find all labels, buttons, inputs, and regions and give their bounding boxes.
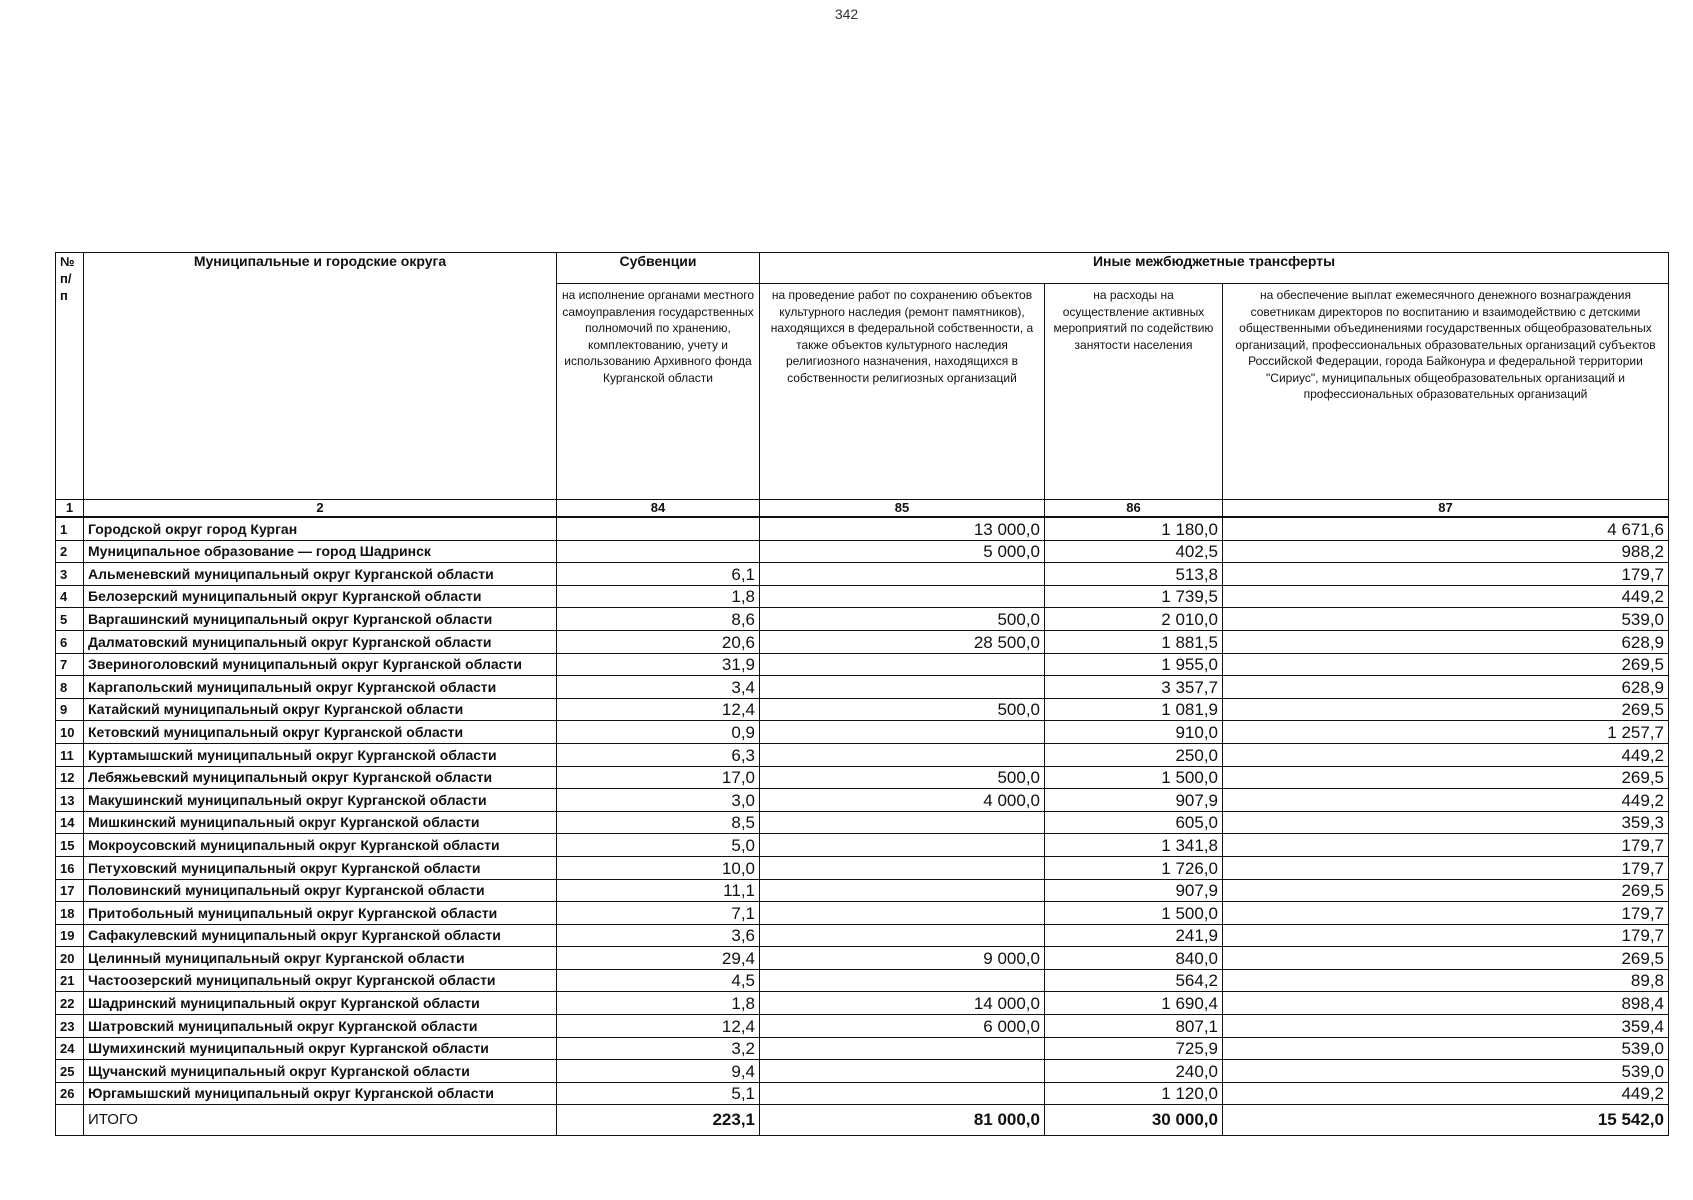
value-col86: 1 690,4	[1045, 992, 1223, 1015]
table-row	[56, 676, 1669, 699]
table-row	[56, 721, 1669, 744]
value-col87: 179,7	[1223, 856, 1669, 879]
district-name: Притобольный муниципальный округ Курганской области	[84, 902, 557, 925]
district-name: Мокроусовский муниципальный округ Курганской области	[84, 834, 557, 857]
value-col87: 628,9	[1223, 630, 1669, 653]
row-number: 4	[56, 585, 84, 608]
value-col87: 269,5	[1223, 653, 1669, 676]
value-col87: 449,2	[1223, 1082, 1669, 1105]
value-col86: 725,9	[1045, 1037, 1223, 1060]
value-col85: 9 000,0	[760, 947, 1045, 970]
district-name: Сафакулевский муниципальный округ Курганской области	[84, 924, 557, 947]
value-col86: 250,0	[1045, 743, 1223, 766]
district-name: Половинский муниципальный округ Курганской области	[84, 879, 557, 902]
value-col84: 0,9	[557, 721, 760, 744]
table-row	[56, 1037, 1669, 1060]
value-col84: 29,4	[557, 947, 760, 970]
value-col85	[760, 653, 1045, 676]
header-col85-desc: на проведение работ по сохранению объектов культурного наследия (ремонт памятников), находящихся в федеральной собственности, а также объектов культурного наследия религиозного назначения, находящихся в собственности религиозных организаций	[760, 284, 1045, 500]
value-col87: 179,7	[1223, 563, 1669, 586]
row-number: 5	[56, 608, 84, 631]
value-col86: 1 955,0	[1045, 653, 1223, 676]
value-col84: 5,0	[557, 834, 760, 857]
table-row	[56, 856, 1669, 879]
row-number: 24	[56, 1037, 84, 1060]
row-number: 19	[56, 924, 84, 947]
value-col85	[760, 969, 1045, 992]
page-number: 342	[834, 6, 859, 22]
row-number: 21	[56, 969, 84, 992]
value-col87: 89,8	[1223, 969, 1669, 992]
district-name: Альменевский муниципальный округ Курганской области	[84, 563, 557, 586]
value-col87: 898,4	[1223, 992, 1669, 1015]
table-row	[56, 653, 1669, 676]
value-col85	[760, 879, 1045, 902]
value-col86: 2 010,0	[1045, 608, 1223, 631]
value-col85: 4 000,0	[760, 789, 1045, 812]
row-number: 2	[56, 540, 84, 563]
district-name: Каргапольский муниципальный округ Курганской области	[84, 676, 557, 699]
value-col85: 500,0	[760, 766, 1045, 789]
value-col85	[760, 856, 1045, 879]
value-col86: 605,0	[1045, 811, 1223, 834]
value-col86: 1 739,5	[1045, 585, 1223, 608]
table-row	[56, 811, 1669, 834]
value-col84: 10,0	[557, 856, 760, 879]
district-name: Белозерский муниципальный округ Курганской области	[84, 585, 557, 608]
value-col85	[760, 585, 1045, 608]
value-col84: 3,0	[557, 789, 760, 812]
value-col86: 1 120,0	[1045, 1082, 1223, 1105]
row-number: 20	[56, 947, 84, 970]
table-row	[56, 563, 1669, 586]
district-name: Шадринский муниципальный округ Курганской области	[84, 992, 557, 1015]
value-col86: 402,5	[1045, 540, 1223, 563]
row-number: 13	[56, 789, 84, 812]
value-col86: 840,0	[1045, 947, 1223, 970]
district-name: Макушинский муниципальный округ Курганской области	[84, 789, 557, 812]
district-name: Муниципальное образование — город Шадринск	[84, 540, 557, 563]
value-col87: 539,0	[1223, 608, 1669, 631]
value-col84: 4,5	[557, 969, 760, 992]
value-col85: 500,0	[760, 608, 1045, 631]
value-col85	[760, 721, 1045, 744]
value-col87: 449,2	[1223, 789, 1669, 812]
value-col86: 1 500,0	[1045, 902, 1223, 925]
value-col86: 907,9	[1045, 789, 1223, 812]
value-col86: 513,8	[1045, 563, 1223, 586]
value-col84: 31,9	[557, 653, 760, 676]
value-col85	[760, 902, 1045, 925]
table-row	[56, 924, 1669, 947]
table-row	[56, 1060, 1669, 1083]
value-col84: 7,1	[557, 902, 760, 925]
value-col86: 910,0	[1045, 721, 1223, 744]
header-row-numbers	[56, 500, 1669, 518]
value-col85: 13 000,0	[760, 517, 1045, 540]
col-number-87: 87	[1223, 500, 1669, 518]
value-col84: 12,4	[557, 698, 760, 721]
col-number-85: 85	[760, 500, 1045, 518]
value-col85: 5 000,0	[760, 540, 1045, 563]
total-col85: 81 000,0	[760, 1105, 1045, 1136]
row-number: 17	[56, 879, 84, 902]
value-col85	[760, 1082, 1045, 1105]
district-name: Кетовский муниципальный округ Курганской области	[84, 721, 557, 744]
value-col85: 14 000,0	[760, 992, 1045, 1015]
value-col86: 1 500,0	[1045, 766, 1223, 789]
row-number: 3	[56, 563, 84, 586]
value-col87: 1 257,7	[1223, 721, 1669, 744]
table-row	[56, 834, 1669, 857]
value-col87: 269,5	[1223, 879, 1669, 902]
table-row	[56, 698, 1669, 721]
header-name: Муниципальные и городские округа	[84, 253, 557, 500]
value-col87: 269,5	[1223, 766, 1669, 789]
value-col84: 9,4	[557, 1060, 760, 1083]
total-label: ИТОГО	[84, 1105, 557, 1136]
row-number: 14	[56, 811, 84, 834]
value-col84: 6,1	[557, 563, 760, 586]
table-row	[56, 743, 1669, 766]
row-number: 8	[56, 676, 84, 699]
value-col85	[760, 676, 1045, 699]
value-col84: 3,4	[557, 676, 760, 699]
table-row	[56, 766, 1669, 789]
value-col87: 4 671,6	[1223, 517, 1669, 540]
value-col85	[760, 1037, 1045, 1060]
row-number: 15	[56, 834, 84, 857]
district-name: Далматовский муниципальный округ Курганской области	[84, 630, 557, 653]
value-col87: 269,5	[1223, 698, 1669, 721]
value-col86: 807,1	[1045, 1015, 1223, 1038]
value-col84: 12,4	[557, 1015, 760, 1038]
col-number-1: 1	[56, 500, 84, 518]
row-number: 16	[56, 856, 84, 879]
district-name: Щучанский муниципальный округ Курганской области	[84, 1060, 557, 1083]
value-col85: 28 500,0	[760, 630, 1045, 653]
value-col84: 1,8	[557, 992, 760, 1015]
value-col84: 8,5	[557, 811, 760, 834]
row-number: 23	[56, 1015, 84, 1038]
row-number: 9	[56, 698, 84, 721]
district-name: Городской округ город Курган	[84, 517, 557, 540]
value-col85: 6 000,0	[760, 1015, 1045, 1038]
value-col86: 241,9	[1045, 924, 1223, 947]
value-col87: 628,9	[1223, 676, 1669, 699]
total-col87: 15 542,0	[1223, 1105, 1669, 1136]
value-col86: 1 881,5	[1045, 630, 1223, 653]
value-col85	[760, 834, 1045, 857]
value-col87: 179,7	[1223, 834, 1669, 857]
value-col86: 240,0	[1045, 1060, 1223, 1083]
total-row	[56, 1105, 1669, 1136]
table-row	[56, 947, 1669, 970]
row-number: 22	[56, 992, 84, 1015]
header-col84-desc: на исполнение органами местного самоуправления государственных полномочий по хранению, комплектованию, учету и использованию Архивного фонда Курганской области	[557, 284, 760, 500]
value-col84: 1,8	[557, 585, 760, 608]
value-col87: 179,7	[1223, 902, 1669, 925]
row-number: 26	[56, 1082, 84, 1105]
value-col84	[557, 540, 760, 563]
row-number: 11	[56, 743, 84, 766]
total-col86: 30 000,0	[1045, 1105, 1223, 1136]
district-name: Куртамышский муниципальный округ Курганской области	[84, 743, 557, 766]
district-name: Мишкинский муниципальный округ Курганской области	[84, 811, 557, 834]
row-number: 18	[56, 902, 84, 925]
table-row	[56, 517, 1669, 540]
district-name: Лебяжьевский муниципальный округ Курганской области	[84, 766, 557, 789]
col-number-84: 84	[557, 500, 760, 518]
value-col84: 5,1	[557, 1082, 760, 1105]
table-row	[56, 630, 1669, 653]
value-col86: 1 180,0	[1045, 517, 1223, 540]
value-col84: 3,6	[557, 924, 760, 947]
table-row	[56, 789, 1669, 812]
value-col87: 269,5	[1223, 947, 1669, 970]
header-subventions: Субвенции	[557, 253, 760, 284]
table-row	[56, 992, 1669, 1015]
table-row	[56, 1015, 1669, 1038]
district-name: Шатровский муниципальный округ Курганской области	[84, 1015, 557, 1038]
district-name: Шумихинский муниципальный округ Курганской области	[84, 1037, 557, 1060]
value-col87: 539,0	[1223, 1060, 1669, 1083]
header-col87-desc: на обеспечение выплат ежемесячного денежного вознаграждения советникам директоров по воспитанию и взаимодействию с детскими общественными объединениями государственных общеобразовательных организаций, профессиональных образовательных организаций субъектов Российской Федерации, города Байконура и федеральной территории "Сириус", муниципальных общеобразовательных организаций и профессиональных образовательных организаций	[1223, 284, 1669, 500]
row-number: 6	[56, 630, 84, 653]
district-name: Катайский муниципальный округ Курганской области	[84, 698, 557, 721]
transfers-table	[55, 252, 1669, 1136]
value-col84: 8,6	[557, 608, 760, 631]
total-number	[56, 1105, 84, 1136]
district-name: Звериноголовский муниципальный округ Курганской области	[84, 653, 557, 676]
col-number-86: 86	[1045, 500, 1223, 518]
header-row-groups	[56, 253, 1669, 284]
value-col84: 11,1	[557, 879, 760, 902]
row-number: 25	[56, 1060, 84, 1083]
value-col85	[760, 743, 1045, 766]
header-col86-desc: на расходы на осуществление активных мероприятий по содействию занятости населения	[1045, 284, 1223, 500]
value-col87: 359,3	[1223, 811, 1669, 834]
value-col87: 449,2	[1223, 743, 1669, 766]
value-col85	[760, 1060, 1045, 1083]
value-col84: 3,2	[557, 1037, 760, 1060]
value-col86: 1 081,9	[1045, 698, 1223, 721]
value-col87: 988,2	[1223, 540, 1669, 563]
col-number-2: 2	[84, 500, 557, 518]
table-row	[56, 540, 1669, 563]
table-row	[56, 879, 1669, 902]
district-name: Юргамышский муниципальный округ Курганской области	[84, 1082, 557, 1105]
table-row	[56, 1082, 1669, 1105]
district-name: Петуховский муниципальный округ Курганской области	[84, 856, 557, 879]
table-row	[56, 902, 1669, 925]
value-col87: 539,0	[1223, 1037, 1669, 1060]
value-col85: 500,0	[760, 698, 1045, 721]
value-col87: 179,7	[1223, 924, 1669, 947]
district-name: Частоозерский муниципальный округ Курганской области	[84, 969, 557, 992]
table-row	[56, 969, 1669, 992]
value-col85	[760, 811, 1045, 834]
table-row	[56, 585, 1669, 608]
value-col86: 1 341,8	[1045, 834, 1223, 857]
value-col86: 1 726,0	[1045, 856, 1223, 879]
value-col85	[760, 924, 1045, 947]
row-number: 10	[56, 721, 84, 744]
district-name: Варгашинский муниципальный округ Курганской области	[84, 608, 557, 631]
value-col86: 907,9	[1045, 879, 1223, 902]
value-col86: 564,2	[1045, 969, 1223, 992]
header-other-transfers: Иные межбюджетные трансферты	[760, 253, 1669, 284]
row-number: 12	[56, 766, 84, 789]
value-col87: 359,4	[1223, 1015, 1669, 1038]
value-col86: 3 357,7	[1045, 676, 1223, 699]
value-col84: 17,0	[557, 766, 760, 789]
header-num: № п/п	[56, 253, 84, 500]
value-col84	[557, 517, 760, 540]
value-col87: 449,2	[1223, 585, 1669, 608]
total-col84: 223,1	[557, 1105, 760, 1136]
value-col84: 20,6	[557, 630, 760, 653]
value-col85	[760, 563, 1045, 586]
row-number: 1	[56, 517, 84, 540]
district-name: Целинный муниципальный округ Курганской области	[84, 947, 557, 970]
value-col84: 6,3	[557, 743, 760, 766]
row-number: 7	[56, 653, 84, 676]
table-row	[56, 608, 1669, 631]
